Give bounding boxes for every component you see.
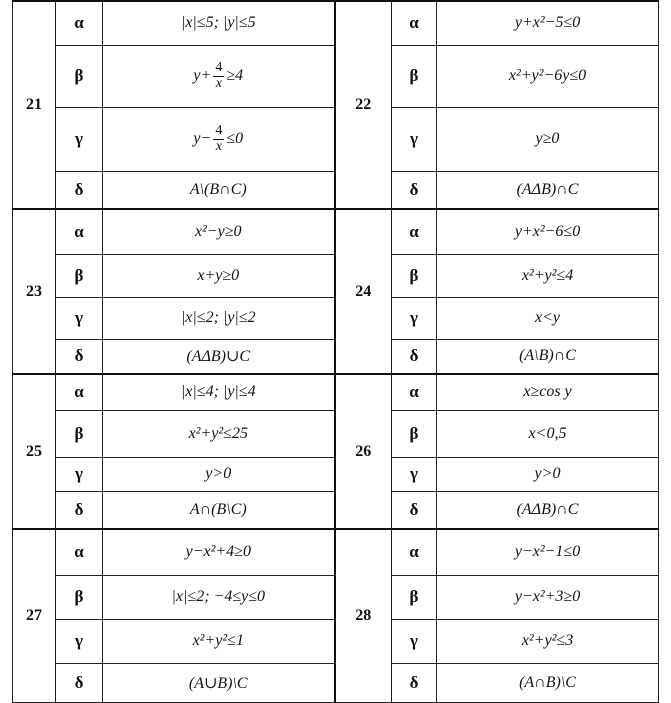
variant-number: 28: [335, 529, 392, 702]
row-label-gamma: γ: [392, 619, 437, 663]
row-label-delta: δ: [392, 663, 437, 702]
condition-delta: (A\B)∩C: [437, 339, 659, 374]
condition-alpha: |x|≤4; |y|≤4: [103, 374, 335, 410]
condition-delta: (AΔB)∪C: [103, 339, 335, 374]
row-label-beta: β: [56, 45, 103, 107]
condition-delta: A∩(B\C): [103, 491, 335, 529]
table-row: [13, 1, 659, 45]
expr-part: ≤0: [226, 129, 244, 147]
condition-alpha: x²−y≥0: [103, 209, 335, 254]
row-label-gamma: γ: [56, 107, 103, 171]
variant-number: 21: [13, 1, 56, 209]
condition-alpha: y−x²−1≤0: [437, 529, 659, 575]
row-label-beta: β: [56, 254, 103, 297]
expr-part: ≥4: [226, 66, 244, 84]
condition-delta: (A∪B)\C: [103, 663, 335, 702]
row-label-alpha: α: [56, 374, 103, 410]
fraction: [213, 61, 224, 91]
condition-gamma: x²+y²≤3: [437, 619, 659, 663]
row-label-beta: β: [392, 254, 437, 297]
variant-number: 25: [13, 374, 56, 529]
row-label-alpha: α: [392, 374, 437, 410]
row-label-beta: β: [392, 45, 437, 107]
row-label-gamma: γ: [56, 457, 103, 491]
row-label-gamma: γ: [56, 619, 103, 663]
condition-gamma: y>0: [437, 457, 659, 491]
row-label-alpha: α: [392, 209, 437, 254]
condition-gamma: [103, 107, 335, 171]
condition-beta: x²+y²≤4: [437, 254, 659, 297]
condition-alpha: x≥cos y: [437, 374, 659, 410]
row-label-delta: δ: [56, 491, 103, 529]
condition-delta: A\(B∩C): [103, 171, 335, 209]
row-label-alpha: α: [392, 1, 437, 45]
variant-number: 26: [335, 374, 392, 529]
expr-part: y+: [193, 66, 212, 84]
condition-delta: (AΔB)∩C: [437, 491, 659, 529]
variant-number: 22: [335, 1, 392, 209]
row-label-delta: δ: [56, 663, 103, 702]
condition-delta: (AΔB)∩C: [437, 171, 659, 209]
row-label-delta: δ: [392, 491, 437, 529]
row-label-gamma: γ: [56, 297, 103, 339]
condition-gamma: x²+y²≤1: [103, 619, 335, 663]
row-label-beta: β: [56, 575, 103, 619]
fraction-denominator: x: [215, 138, 222, 154]
condition-gamma: y≥0: [437, 107, 659, 171]
row-label-beta: β: [392, 410, 437, 457]
condition-gamma: y>0: [103, 457, 335, 491]
condition-beta: y−x²+3≥0: [437, 575, 659, 619]
variant-number: 23: [13, 209, 56, 374]
row-label-delta: δ: [392, 171, 437, 209]
row-label-alpha: α: [56, 529, 103, 575]
condition-beta: [103, 45, 335, 107]
condition-alpha: y−x²+4≥0: [103, 529, 335, 575]
condition-gamma: x<y: [437, 297, 659, 339]
row-label-beta: β: [56, 410, 103, 457]
condition-alpha: |x|≤5; |y|≤5: [103, 1, 335, 45]
fraction-denominator: x: [215, 75, 222, 91]
condition-delta: (A∩B)\C: [437, 663, 659, 702]
row-label-alpha: α: [56, 209, 103, 254]
table-row: [13, 209, 659, 254]
row-label-alpha: α: [392, 529, 437, 575]
condition-alpha: y+x²−6≤0: [437, 209, 659, 254]
set-conditions-table: [12, 0, 659, 703]
condition-alpha: y+x²−5≤0: [437, 1, 659, 45]
fraction-numerator: 4: [215, 122, 223, 138]
condition-beta: x²+y²≤25: [103, 410, 335, 457]
row-label-gamma: γ: [392, 457, 437, 491]
row-label-beta: β: [392, 575, 437, 619]
condition-beta: x²+y²−6y≤0: [437, 45, 659, 107]
variant-number: 27: [13, 529, 56, 702]
row-label-alpha: α: [56, 1, 103, 45]
table-row: [13, 374, 659, 410]
condition-beta: |x|≤2; −4≤y≤0: [103, 575, 335, 619]
table-row: [13, 529, 659, 575]
row-label-delta: δ: [392, 339, 437, 374]
fraction: [213, 124, 224, 154]
condition-beta: x<0,5: [437, 410, 659, 457]
expr-part: y−: [193, 129, 212, 147]
row-label-gamma: γ: [392, 107, 437, 171]
variant-number: 24: [335, 209, 392, 374]
condition-gamma: |x|≤2; |y|≤2: [103, 297, 335, 339]
condition-beta: x+y≥0: [103, 254, 335, 297]
fraction-numerator: 4: [215, 59, 223, 75]
row-label-delta: δ: [56, 171, 103, 209]
row-label-gamma: γ: [392, 297, 437, 339]
row-label-delta: δ: [56, 339, 103, 374]
